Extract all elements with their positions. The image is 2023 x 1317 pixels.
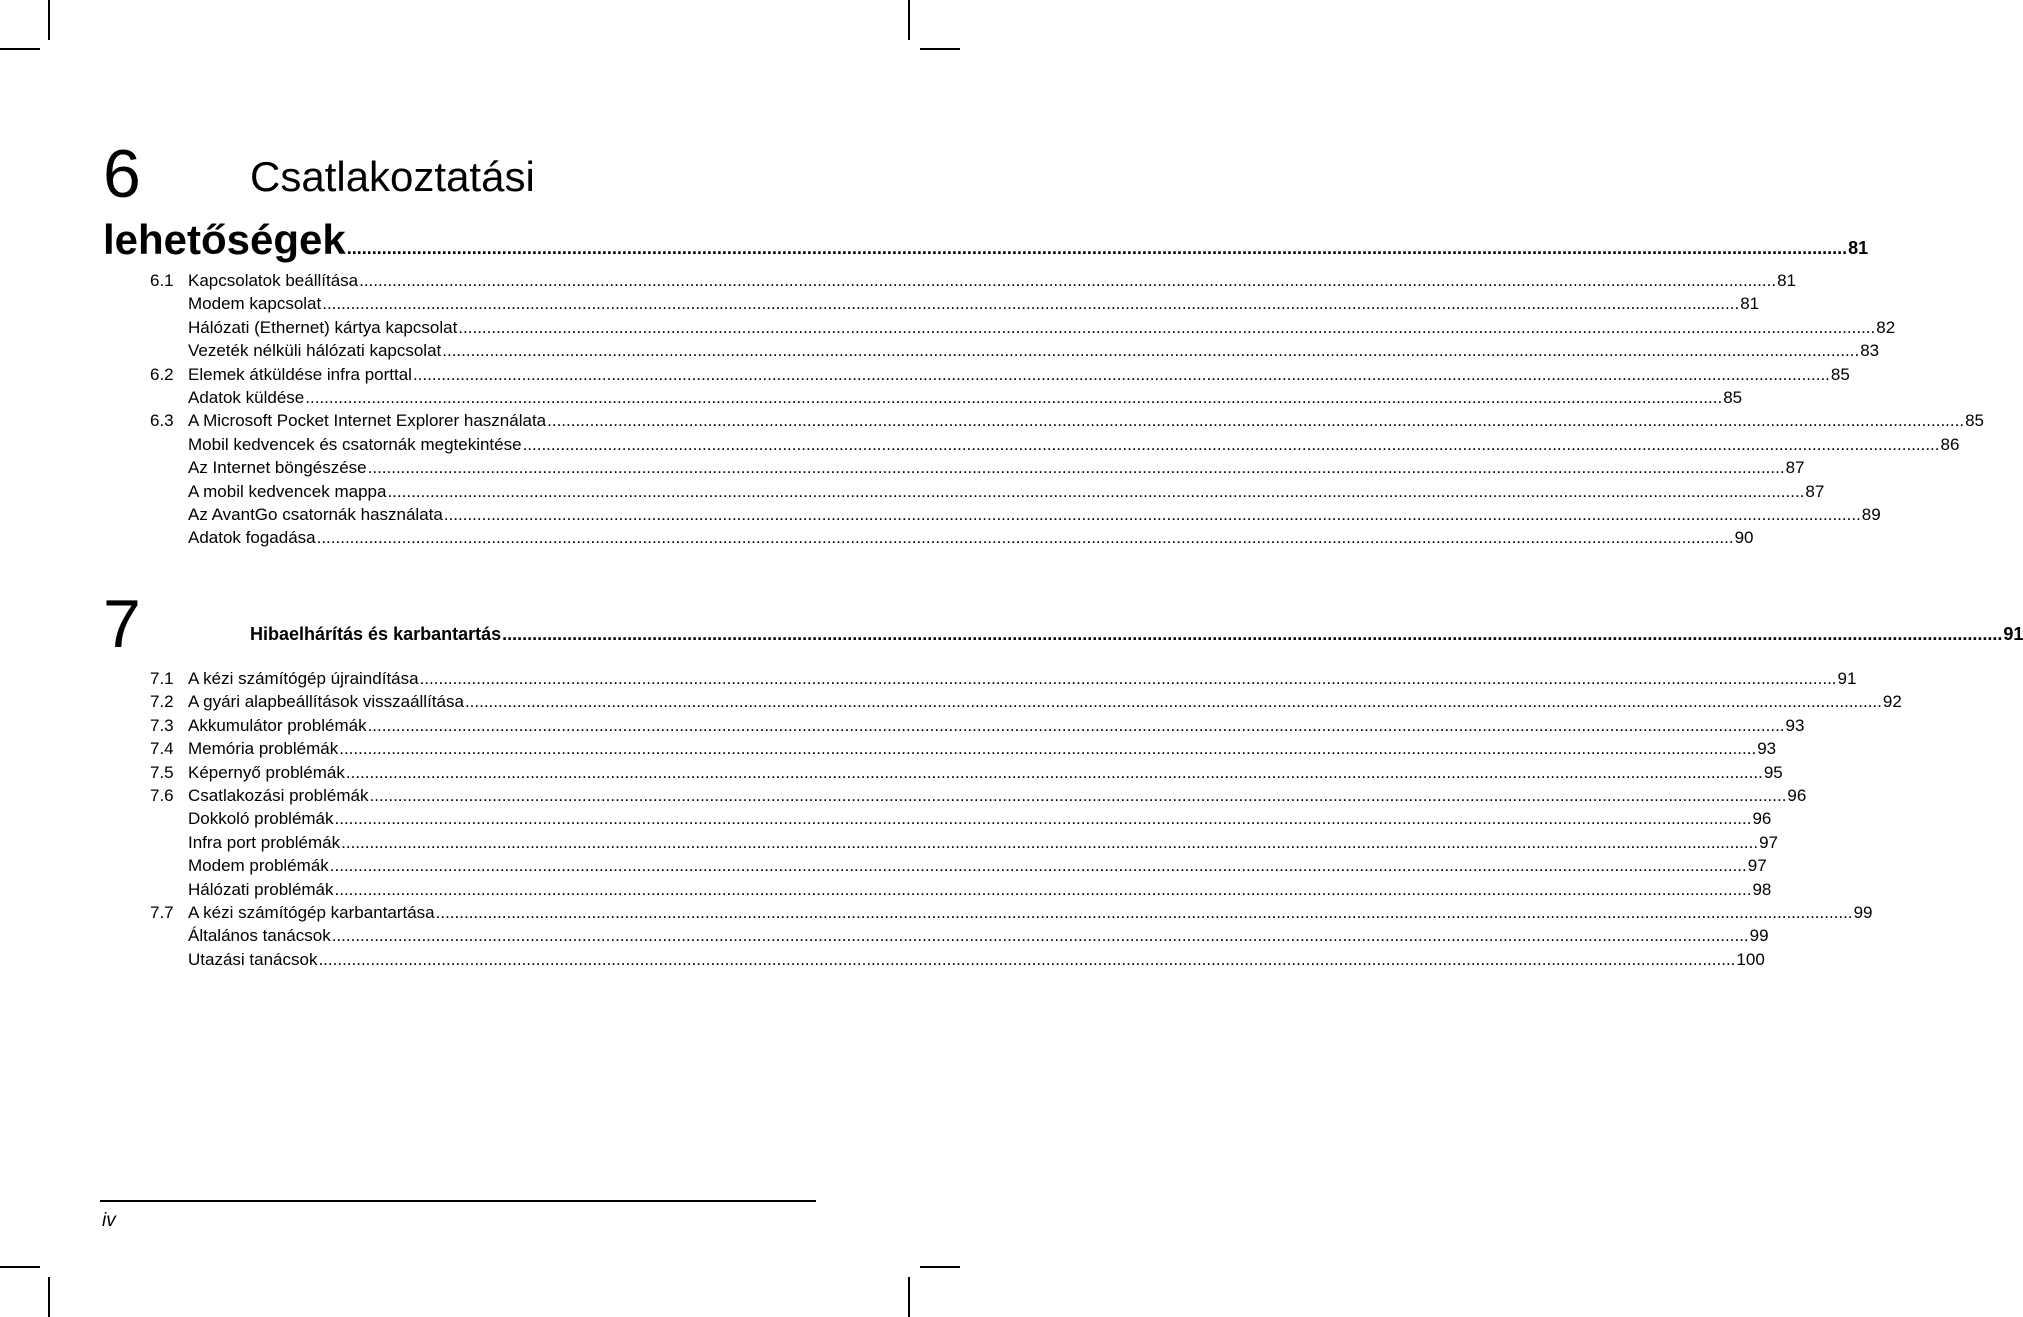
leader-dots: ............................................................................................................................................................................................................................................................................................................ bbox=[339, 739, 1757, 759]
leader-dots: ............................................................................................................................................................................................................................................................................................................ bbox=[346, 238, 1848, 258]
toc-entry[interactable] bbox=[150, 737, 1777, 760]
chapter-6-number: 6 bbox=[103, 136, 141, 212]
toc-entry[interactable] bbox=[150, 948, 1765, 971]
toc-entry-title: Elemek átküldése infra porttal bbox=[188, 364, 412, 384]
toc-entry-page: 83 bbox=[1860, 341, 1880, 361]
toc-entry-title: Memória problémák bbox=[188, 739, 339, 759]
leader-dots: ............................................................................................................................................................................................................................................................................................................ bbox=[502, 624, 2003, 644]
toc-entry-number: 6.3 bbox=[150, 411, 174, 431]
toc-entry-page: 96 bbox=[1787, 785, 1807, 805]
leader-dots: ............................................................................................................................................................................................................................................................................................................ bbox=[367, 458, 1785, 478]
toc-entry[interactable] bbox=[150, 433, 1960, 456]
leader-dots: ............................................................................................................................................................................................................................................................................................................ bbox=[547, 411, 1965, 431]
chapter-7-title: Hibaelhárítás és karbantartás bbox=[250, 624, 502, 644]
toc-entry-title: A gyári alapbeállítások visszaállítása bbox=[188, 692, 464, 712]
toc-entry[interactable] bbox=[150, 316, 1896, 339]
leader-dots: ............................................................................................................................................................................................................................................................................................................ bbox=[464, 692, 1882, 712]
leader-dots: ............................................................................................................................................................................................................................................................................................................ bbox=[341, 832, 1759, 852]
crop-mark-top-right-v bbox=[908, 0, 910, 40]
chapter-6-title-row[interactable] bbox=[103, 216, 1869, 264]
toc-entry-number: 7.7 bbox=[150, 902, 174, 922]
toc-entry-number: 7.3 bbox=[150, 715, 174, 735]
leader-dots: ............................................................................................................................................................................................................................................................................................................ bbox=[334, 809, 1752, 829]
chapter-7-toc bbox=[150, 667, 1902, 971]
toc-entry[interactable] bbox=[150, 526, 1754, 549]
chapter-6-title-line1: Csatlakoztatási bbox=[250, 153, 535, 200]
toc-entry-page: 85 bbox=[1965, 411, 1984, 431]
toc-entry[interactable] bbox=[150, 409, 1984, 432]
leader-dots: ............................................................................................................................................................................................................................................................................................................ bbox=[305, 387, 1723, 407]
leader-dots: ............................................................................................................................................................................................................................................................................................................ bbox=[443, 504, 1861, 524]
crop-mark-bottom-left-h bbox=[0, 1266, 40, 1268]
toc-entry[interactable] bbox=[150, 761, 1783, 784]
toc-entry-title: Az AvantGo csatornák használata bbox=[188, 504, 443, 524]
toc-entry-page: 91 bbox=[1837, 669, 1857, 688]
toc-entry[interactable] bbox=[150, 363, 1850, 386]
toc-entry[interactable] bbox=[150, 690, 1902, 713]
toc-entry-page: 86 bbox=[1940, 434, 1960, 454]
toc-entry-title: Adatok küldése bbox=[188, 387, 305, 407]
chapter-7-number: 7 bbox=[103, 586, 141, 662]
toc-entry[interactable] bbox=[150, 831, 1779, 854]
toc-entry[interactable] bbox=[150, 878, 1772, 901]
toc-entry[interactable] bbox=[150, 714, 1805, 737]
toc-entry-number: 6.1 bbox=[150, 271, 174, 290]
toc-entry-page: 96 bbox=[1752, 809, 1772, 829]
toc-entry[interactable] bbox=[150, 269, 1796, 292]
crop-mark-bottom-right-v bbox=[908, 1277, 910, 1317]
leader-dots: ............................................................................................................................................................................................................................................................................................................ bbox=[435, 902, 1853, 922]
toc-entry-title: Képernyő problémák bbox=[188, 762, 345, 782]
chapter-7-title-row[interactable] bbox=[250, 624, 2023, 650]
toc-entry-page: 89 bbox=[1861, 504, 1881, 524]
leader-dots: ............................................................................................................................................................................................................................................................................................................ bbox=[316, 528, 1734, 548]
toc-entry-number: 7.2 bbox=[150, 692, 174, 712]
leader-dots: ............................................................................................................................................................................................................................................................................................................ bbox=[458, 317, 1876, 337]
toc-entry-title: Kapcsolatok beállítása bbox=[188, 271, 359, 290]
toc-entry-page: 82 bbox=[1876, 317, 1896, 337]
page-folio: iv bbox=[102, 1210, 116, 1231]
toc-entry-number: 7.1 bbox=[150, 669, 174, 688]
crop-mark-top-left-v bbox=[48, 0, 50, 40]
toc-entry[interactable] bbox=[150, 292, 1760, 315]
leader-dots: ............................................................................................................................................................................................................................................................................................................ bbox=[522, 434, 1940, 454]
toc-entry-title: Csatlakozási problémák bbox=[188, 785, 369, 805]
leader-dots: ............................................................................................................................................................................................................................................................................................................ bbox=[412, 364, 1830, 384]
toc-entry-page: 99 bbox=[1749, 926, 1769, 946]
leader-dots: ............................................................................................................................................................................................................................................................................................................ bbox=[419, 669, 1837, 688]
toc-entry-title: Általános tanácsok bbox=[188, 926, 331, 946]
toc-entry-page: 93 bbox=[1785, 715, 1805, 735]
crop-mark-top-left-h bbox=[0, 48, 40, 50]
toc-entry-title: Hálózati problémák bbox=[188, 879, 334, 899]
toc-entry[interactable] bbox=[150, 667, 1857, 690]
crop-mark-bottom-left-v bbox=[48, 1277, 50, 1317]
chapter-6-title-line2: lehetőségek bbox=[103, 216, 346, 263]
toc-entry-title: Mobil kedvencek és csatornák megtekintése bbox=[188, 434, 522, 454]
toc-entry-title: Akkumulátor problémák bbox=[188, 715, 367, 735]
toc-entry[interactable] bbox=[150, 480, 1825, 503]
toc-entry[interactable] bbox=[150, 386, 1743, 409]
toc-entry-page: 81 bbox=[1777, 271, 1796, 290]
toc-entry[interactable] bbox=[150, 784, 1807, 807]
toc-entry-title: A Microsoft Pocket Internet Explorer használata bbox=[188, 411, 547, 431]
toc-entry-title: A kézi számítógép karbantartása bbox=[188, 902, 435, 922]
toc-entry-title: Az Internet böngészése bbox=[188, 458, 367, 478]
toc-entry-page: 98 bbox=[1752, 879, 1772, 899]
toc-entry[interactable] bbox=[150, 339, 1880, 362]
leader-dots: ............................................................................................................................................................................................................................................................................................................ bbox=[329, 856, 1747, 876]
toc-entry-title: Infra port problémák bbox=[188, 832, 341, 852]
toc-entry-title: Vezeték nélküli hálózati kapcsolat bbox=[188, 341, 442, 361]
leader-dots: ............................................................................................................................................................................................................................................................................................................ bbox=[318, 949, 1736, 969]
leader-dots: ............................................................................................................................................................................................................................................................................................................ bbox=[387, 481, 1805, 501]
toc-entry-number: 6.2 bbox=[150, 364, 174, 384]
toc-entry-page: 87 bbox=[1785, 458, 1805, 478]
toc-entry-page: 87 bbox=[1805, 481, 1825, 501]
crop-mark-bottom-right-h bbox=[920, 1266, 960, 1268]
toc-entry-page: 93 bbox=[1757, 739, 1777, 759]
toc-entry[interactable] bbox=[150, 807, 1772, 830]
toc-entry-title: Adatok fogadása bbox=[188, 528, 316, 548]
toc-entry-title: Dokkoló problémák bbox=[188, 809, 334, 829]
toc-entry-page: 100 bbox=[1736, 949, 1765, 969]
toc-entry-page: 81 bbox=[1740, 294, 1760, 314]
leader-dots: ............................................................................................................................................................................................................................................................................................................ bbox=[359, 271, 1777, 290]
toc-entry-title: A kézi számítógép újraindítása bbox=[188, 669, 419, 688]
toc-entry-page: 92 bbox=[1882, 692, 1902, 712]
toc-entry-number: 7.5 bbox=[150, 762, 174, 782]
toc-entry-title: Utazási tanácsok bbox=[188, 949, 318, 969]
leader-dots: ............................................................................................................................................................................................................................................................................................................ bbox=[442, 341, 1860, 361]
toc-entry-page: 97 bbox=[1747, 856, 1767, 876]
toc-entry-page: 97 bbox=[1759, 832, 1779, 852]
chapter-7-page: 91 bbox=[2003, 624, 2023, 644]
toc-entry-page: 95 bbox=[1763, 762, 1783, 782]
leader-dots: ............................................................................................................................................................................................................................................................................................................ bbox=[322, 294, 1740, 314]
toc-entry-title: Hálózati (Ethernet) kártya kapcsolat bbox=[188, 317, 458, 337]
toc-entry-number: 7.4 bbox=[150, 739, 174, 759]
toc-entry-number: 7.6 bbox=[150, 785, 174, 805]
leader-dots: ............................................................................................................................................................................................................................................................................................................ bbox=[367, 715, 1785, 735]
toc-entry[interactable] bbox=[150, 854, 1767, 877]
chapter-6-toc bbox=[150, 269, 1984, 550]
toc-entry[interactable] bbox=[150, 924, 1769, 947]
toc-entry-title: A mobil kedvencek mappa bbox=[188, 481, 387, 501]
toc-entry[interactable] bbox=[150, 901, 1873, 924]
toc-entry[interactable] bbox=[150, 456, 1805, 479]
footer-rule bbox=[100, 1200, 816, 1202]
toc-entry-page: 90 bbox=[1734, 528, 1754, 548]
leader-dots: ............................................................................................................................................................................................................................................................................................................ bbox=[345, 762, 1763, 782]
toc-entry[interactable] bbox=[150, 503, 1881, 526]
chapter-6-page: 81 bbox=[1848, 238, 1869, 258]
leader-dots: ............................................................................................................................................................................................................................................................................................................ bbox=[331, 926, 1749, 946]
toc-entry-page: 99 bbox=[1853, 902, 1873, 922]
leader-dots: ............................................................................................................................................................................................................................................................................................................ bbox=[369, 785, 1787, 805]
toc-entry-title: Modem problémák bbox=[188, 856, 329, 876]
toc-entry-page: 85 bbox=[1830, 364, 1850, 384]
toc-entry-title: Modem kapcsolat bbox=[188, 294, 322, 314]
toc-entry-page: 85 bbox=[1723, 387, 1743, 407]
crop-mark-top-right-h bbox=[920, 48, 960, 50]
leader-dots: ............................................................................................................................................................................................................................................................................................................ bbox=[334, 879, 1752, 899]
